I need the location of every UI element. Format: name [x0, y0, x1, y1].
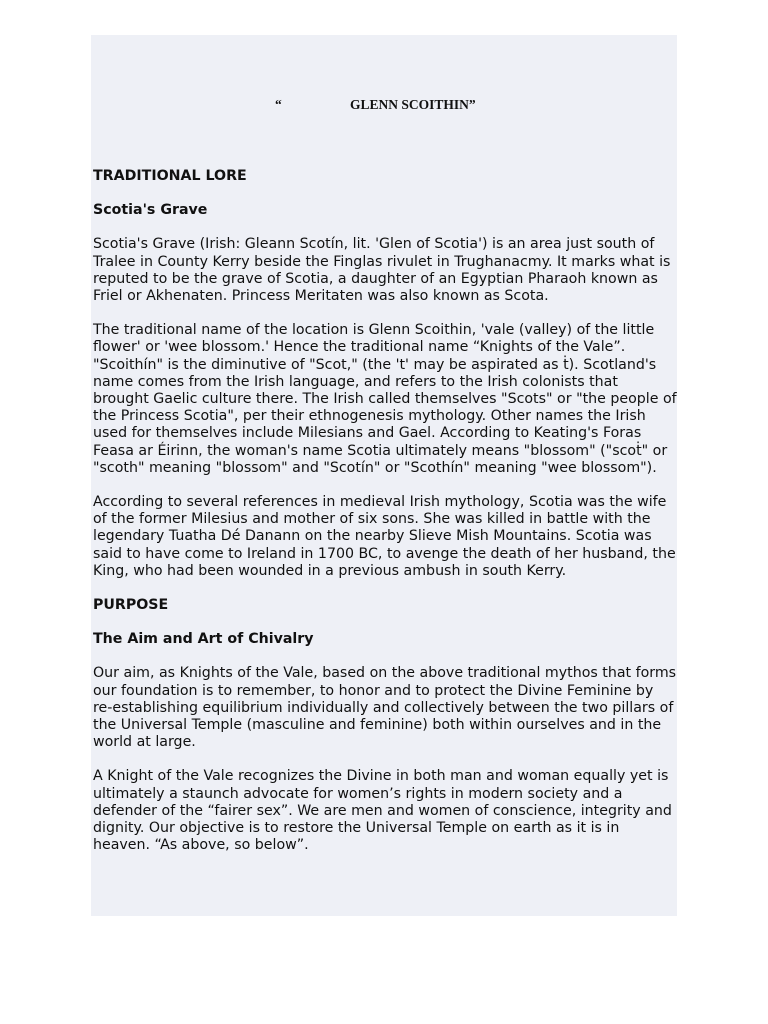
paragraph: Our aim, as Knights of the Vale, based on the above traditional mythos that forms our foundation is to remember, to honor and to protect the Divine Feminine by re-establishing equilibrium individually and collectively between the two pillars of the Universal Temple (masculine and feminine) both within ourselves and in the world at large. — [93, 665, 677, 751]
section-heading-traditional-lore: TRADITIONAL LORE — [93, 168, 247, 184]
subheading-aim-and-art-of-chivalry: The Aim and Art of Chivalry — [93, 631, 314, 648]
paragraph: The traditional name of the location is Glenn Scoithin, 'vale (valley) of the little flower' or 'wee blossom.' Hence the traditional name “Knights of the Vale”. "Scoithín" is the diminutive of "Scot," (the 't' may be aspirated as ṫ). Scotland's name comes from the Irish language, and refers to the Irish colonists that brought Gaelic culture there. The Irish called themselves "Scots" or "the people of the Princess Scotia", per their ethnogenesis mythology. Other names the Irish used for themselves include Milesians and Gael. According to Keating's Foras Feasa ar Éirinn, the woman's name Scotia ultimately means "blossom" ("scoṫ" or "scoth" meaning "blossom" and "Scotín" or "Scothín" meaning "wee blossom"). — [93, 322, 677, 476]
subheading-scotias-grave: Scotia's Grave — [93, 202, 208, 219]
title-open-quote: “ — [275, 97, 282, 112]
document-body — [93, 96, 677, 855]
paragraph: According to several references in medieval Irish mythology, Scotia was the wife of the former Milesius and mother of six sons. She was killed in battle with the legendary Tuatha Dé Danann on the nearby Slieve Mish Mountains. Scotia was said to have come to Ireland in 1700 BC, to avenge the death of her husband, the King, who had been wounded in a previous ambush in south Kerry. — [93, 494, 676, 579]
paragraph: A Knight of the Vale recognizes the Divine in both man and woman equally yet is ultimately a staunch advocate for women’s rights in modern society and a defender of the “fairer sex”. We are men and women of conscience, integrity and dignity. Our objective is to restore the Universal Temple on earth as it is in heaven. “As above, so below”. — [93, 768, 672, 854]
document-title — [93, 96, 677, 116]
section-heading-purpose: PURPOSE — [93, 597, 169, 614]
paragraph: Scotia's Grave (Irish: Gleann Scotín, lit. 'Glen of Scotia') is an area just south of Tralee in County Kerry beside the Finglas rivulet in Trughanacmy. It marks what is reputed to be the grave of Scotia, a daughter of an Egyptian Pharaoh known as Friel or Akhenaten. Princess Meritaten was also known as Scota. — [93, 236, 671, 305]
title-text: GLENN SCOITHIN” — [350, 97, 476, 112]
